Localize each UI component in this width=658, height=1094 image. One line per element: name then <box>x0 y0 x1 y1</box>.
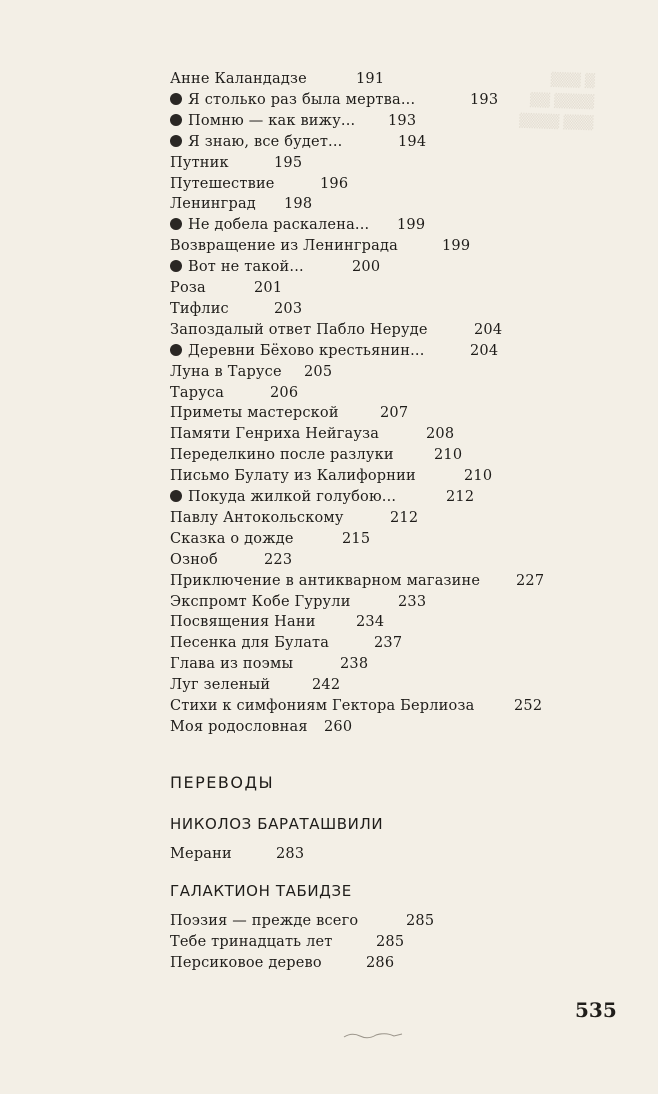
toc-entry <box>170 933 405 951</box>
entry-page: 193 <box>388 112 417 129</box>
entry-title: Луна в Тарусе <box>170 363 282 380</box>
bullet-dot-icon <box>170 93 182 105</box>
toc-entry <box>170 363 333 381</box>
entry-page: 194 <box>398 133 427 150</box>
entry-page: 227 <box>516 572 545 589</box>
entry-title: Тебе тринадцать лет <box>170 934 333 950</box>
toc-entry <box>170 551 293 569</box>
toc-entry <box>170 154 303 172</box>
decorative-squiggle <box>342 1025 404 1035</box>
entry-page: 203 <box>274 300 303 317</box>
entry-title: Мерани <box>170 846 232 862</box>
toc-entry <box>170 404 409 422</box>
toc-entry <box>170 697 543 715</box>
entry-title: Песенка для Булата <box>170 635 330 652</box>
entry-title: Возвращение из Ленинграда <box>170 238 398 255</box>
entry-page: 223 <box>264 551 293 568</box>
toc-entry <box>170 175 349 193</box>
entry-page: 199 <box>397 217 426 234</box>
toc-entry <box>170 237 471 255</box>
entry-page: 200 <box>352 259 381 276</box>
toc-entry <box>170 425 455 443</box>
toc-entry <box>170 954 395 972</box>
entry-page: 252 <box>514 698 543 714</box>
toc-entry <box>170 300 303 318</box>
entry-page: 198 <box>284 196 313 213</box>
entry-title: Приключение в антикварном магазине <box>170 572 481 589</box>
toc-entry <box>170 467 493 485</box>
toc-entry <box>170 912 435 930</box>
entry-page: 204 <box>474 321 503 338</box>
entry-title: Экспромт Кобе Гурули <box>170 593 351 610</box>
entry-page: 242 <box>312 677 341 694</box>
entry-title: Луг зеленый <box>170 677 271 694</box>
entry-title: Не добела раскалена... <box>188 217 370 234</box>
entry-page: 234 <box>356 614 385 631</box>
entry-page: 260 <box>324 718 353 735</box>
bullet-dot-icon <box>170 135 182 147</box>
entry-page: 212 <box>446 489 475 505</box>
toc-entry <box>170 70 385 88</box>
entry-title: Я столько раз была мертва... <box>188 91 416 108</box>
entry-title: Анне Каландадзе <box>170 71 307 87</box>
toc-entry <box>170 613 385 631</box>
entry-page: 199 <box>442 238 471 255</box>
entry-page: 193 <box>470 91 499 108</box>
bullet-dot-icon <box>170 344 182 356</box>
entry-title: Вот не такой... <box>188 259 304 276</box>
toc-entry <box>170 509 419 527</box>
entry-page: 207 <box>380 405 409 422</box>
entry-title: Путешествие <box>170 175 275 192</box>
entry-page: 195 <box>274 154 303 171</box>
entry-page: 205 <box>304 363 333 380</box>
entry-page: 285 <box>376 934 405 950</box>
toc-entry <box>170 91 499 109</box>
entry-page: 237 <box>374 635 403 652</box>
toc-entry <box>170 216 426 234</box>
toc-entry <box>170 342 499 360</box>
author-heading-tabidze: ГАЛАКТИОН ТАБИДЗЕ <box>170 882 352 900</box>
toc-entry <box>170 133 427 151</box>
entry-title: Таруса <box>170 384 225 401</box>
entry-title: Помню — как вижу... <box>188 112 356 129</box>
entry-page: 210 <box>464 468 493 485</box>
bullet-dot-icon <box>170 490 182 502</box>
entry-title: Персиковое дерево <box>170 955 322 971</box>
entry-page: 204 <box>470 342 499 359</box>
entry-title: Моя родословная <box>170 718 308 735</box>
toc-entry <box>170 655 369 673</box>
entry-title: Письмо Булату из Калифорнии <box>170 468 416 485</box>
toc-entry <box>170 572 545 590</box>
toc-entry <box>170 488 475 506</box>
entry-title: Сказка о дожде <box>170 530 294 547</box>
entry-page: 215 <box>342 530 371 547</box>
entry-page: 210 <box>434 447 463 464</box>
toc-entry <box>170 384 299 402</box>
toc-entry <box>170 195 313 213</box>
toc-entry <box>170 112 417 130</box>
entry-title: Озноб <box>170 551 218 568</box>
author-heading-baratashvili: НИКОЛОЗ БАРАТАШВИЛИ <box>170 815 384 833</box>
entry-title: Тифлис <box>170 300 229 317</box>
toc-entry <box>170 321 503 339</box>
bullet-dot-icon <box>170 114 182 126</box>
entry-page: 208 <box>426 426 455 443</box>
entry-title: Ленинград <box>170 196 256 213</box>
entry-page: 283 <box>276 846 305 862</box>
entry-page: 206 <box>270 384 299 401</box>
page-number: 535 <box>575 998 617 1022</box>
toc-entry <box>170 634 403 652</box>
entry-page: 196 <box>320 175 349 192</box>
bullet-dot-icon <box>170 218 182 230</box>
entry-title: Посвящения Нани <box>170 614 316 631</box>
entry-title: Покуда жилкой голубою... <box>188 489 397 505</box>
entry-title: Деревни Бёхово крестьянин... <box>188 342 425 359</box>
entry-title: Запоздалый ответ Пабло Неруде <box>170 321 428 338</box>
toc-entry <box>170 446 463 464</box>
entry-title: Глава из поэмы <box>170 656 294 673</box>
bleed-through-texture: ▒ ▒▒▒ ▒▒▒▒ ▒▒ ▒▒▒ ▒▒▒▒ <box>519 72 596 132</box>
toc-entry <box>170 845 305 863</box>
entry-title: Путник <box>170 154 229 171</box>
bullet-dot-icon <box>170 260 182 272</box>
entry-title: Павлу Антокольскому <box>170 509 344 526</box>
entry-page: 201 <box>254 280 283 296</box>
entry-title: Я знаю, все будет... <box>188 133 343 150</box>
entry-page: 238 <box>340 656 369 673</box>
entry-title: Памяти Генриха Нейгауза <box>170 426 380 443</box>
entry-page: 233 <box>398 593 427 610</box>
toc-entry <box>170 258 381 276</box>
entry-title: Приметы мастерской <box>170 405 339 422</box>
toc-entry <box>170 718 353 736</box>
entry-title: Переделкино после разлуки <box>170 447 394 464</box>
section-heading-translations: ПЕРЕВОДЫ <box>170 773 275 792</box>
entry-title: Роза <box>170 280 206 296</box>
entry-title: Стихи к симфониям Гектора Берлиоза <box>170 698 475 714</box>
entry-title: Поэзия — прежде всего <box>170 913 359 929</box>
toc-entry <box>170 279 283 297</box>
entry-page: 285 <box>406 913 435 929</box>
entry-page: 212 <box>390 509 419 526</box>
entry-page: 191 <box>356 71 385 87</box>
toc-entry <box>170 593 427 611</box>
toc-entry <box>170 530 371 548</box>
entry-page: 286 <box>366 955 395 971</box>
toc-entry <box>170 676 341 694</box>
